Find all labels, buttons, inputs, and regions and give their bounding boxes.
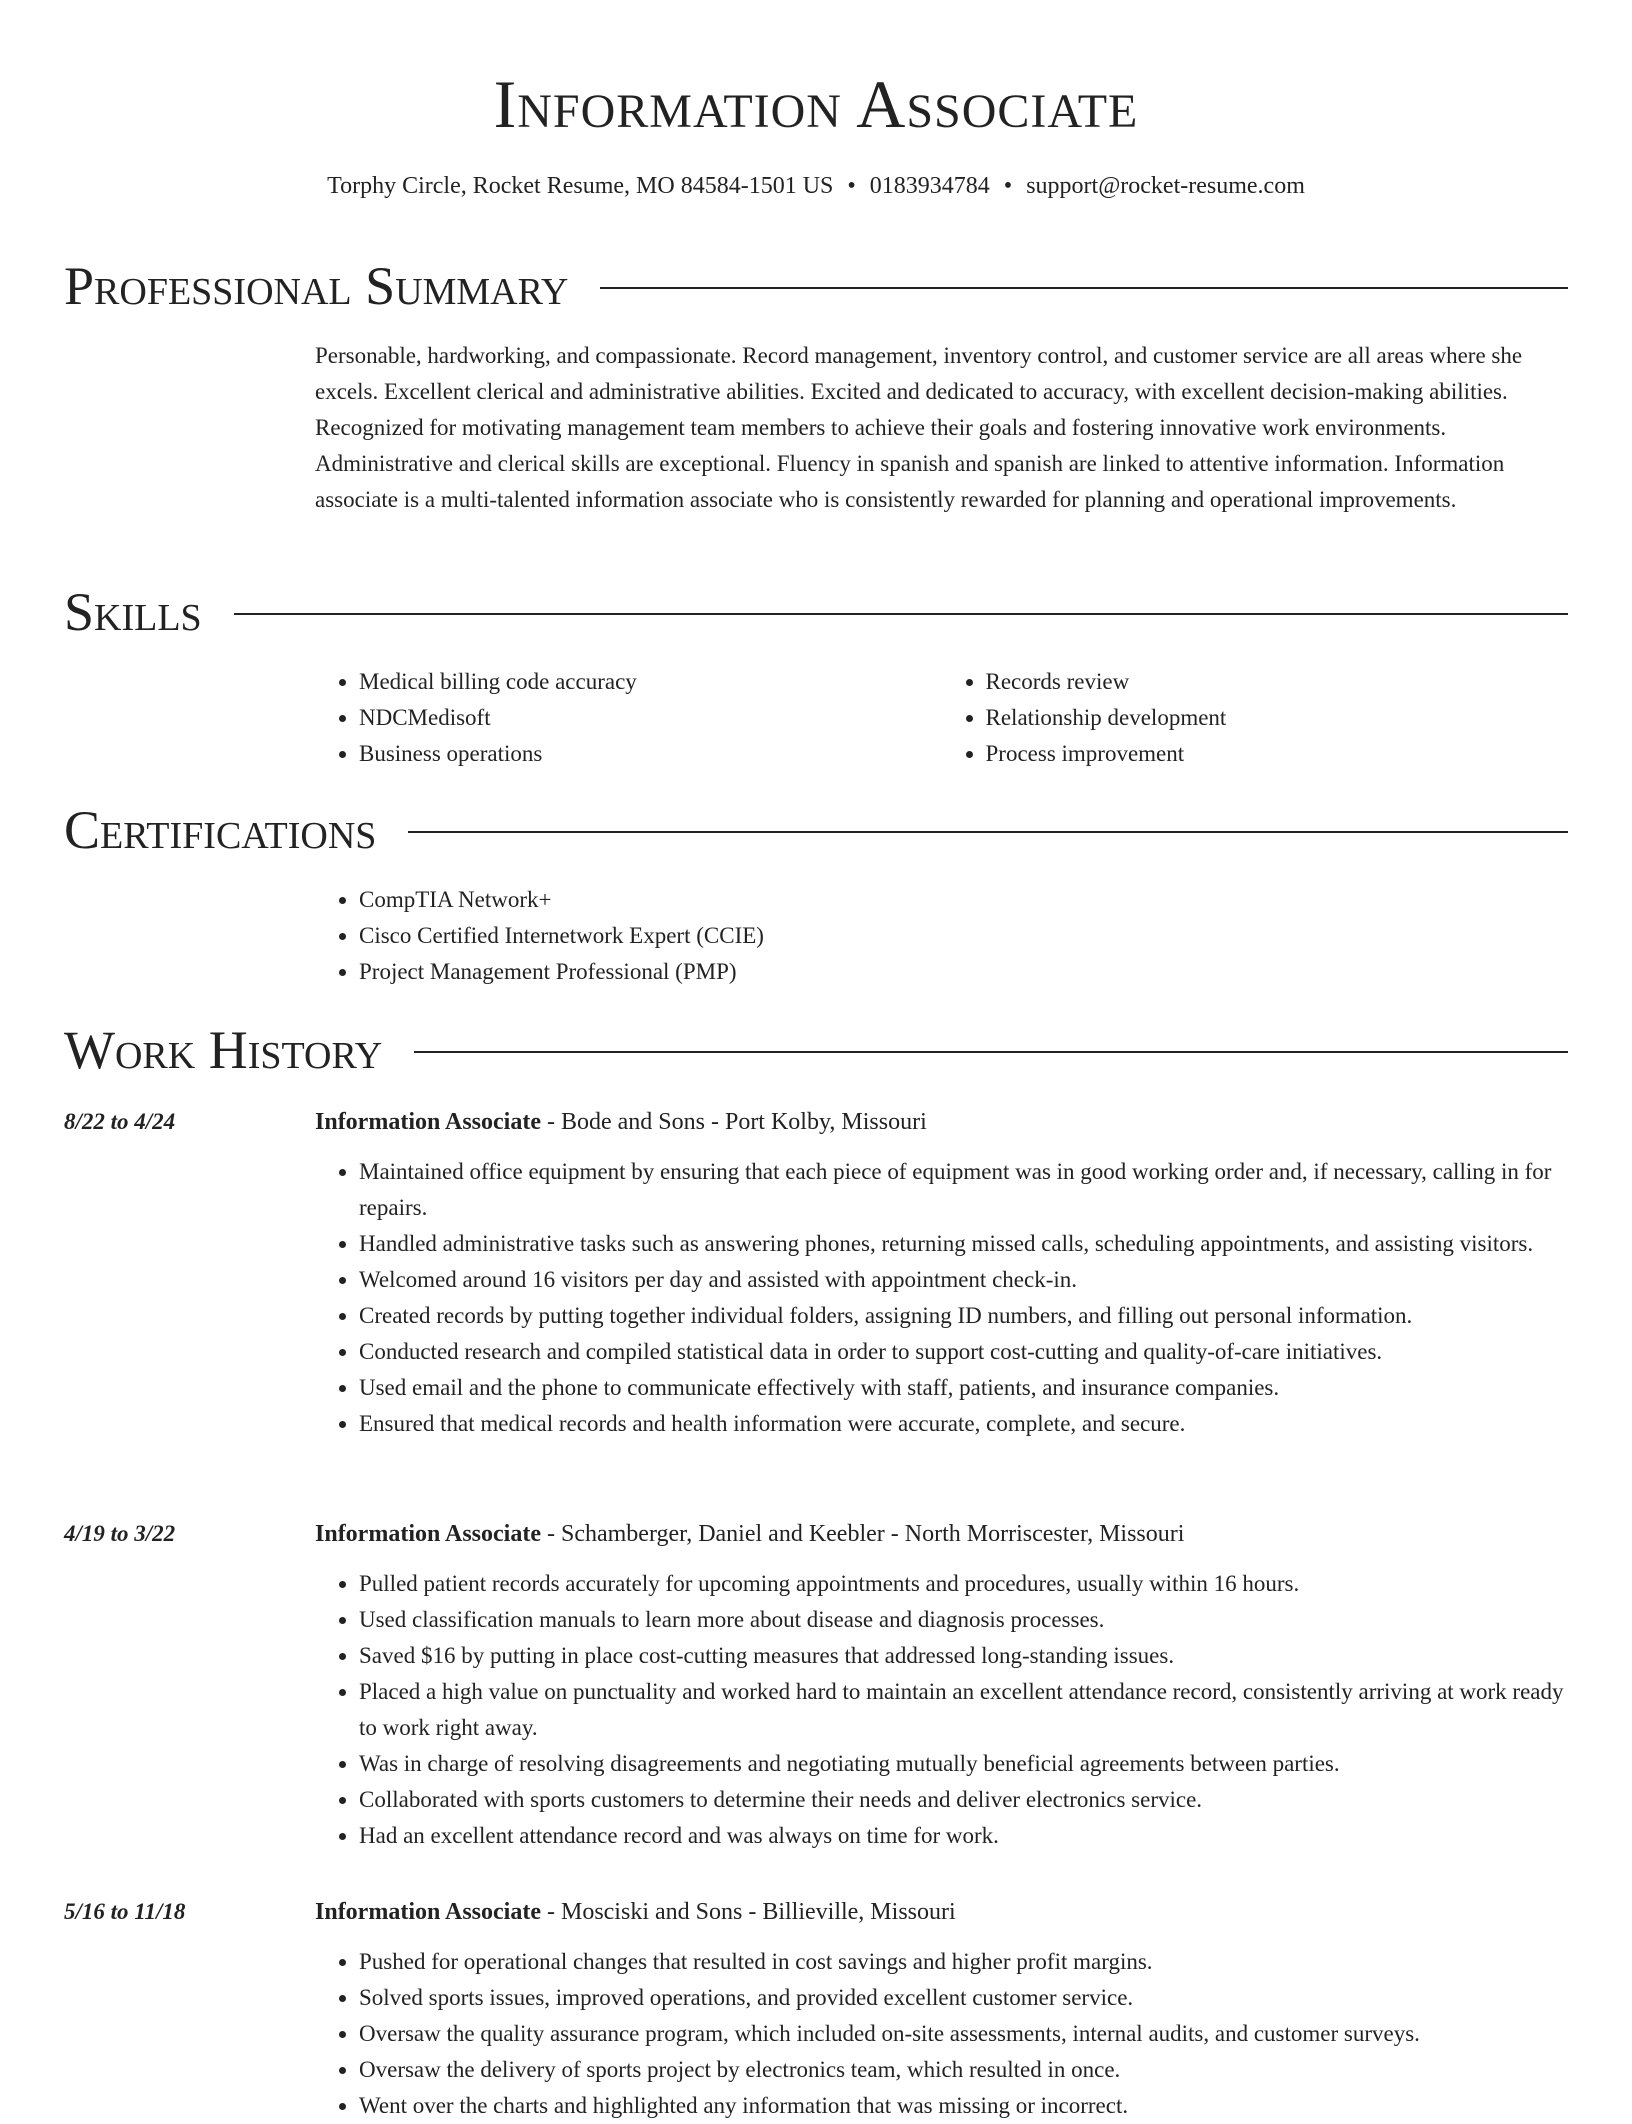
skills-list-left	[315, 664, 942, 772]
work-section-header	[64, 1020, 1568, 1080]
job-bullet: • Placed a high value on punctuality and worked hard to maintain an excellent attendance record, consistently arriving at work ready to work right away.	[359, 1674, 1568, 1746]
job-company: - Mosciski and Sons - Billieville, Missouri	[540, 1899, 956, 1925]
section-divider	[414, 1051, 1568, 1053]
job-bullet: • Handled administrative tasks such as answering phones, returning missed calls, scheduling appointments, and assisting visitors.	[359, 1226, 1568, 1262]
summary-text: Personable, hardworking, and compassionate. Record management, inventory control, and customer service are all areas where she excels. Excellent clerical and administrative abilities. Excited and dedicated to accuracy, with excellent decision-making abilities. Recognized for motivating management team members to achieve their goals and fostering innovative work environments. Administrative and clerical skills are exceptional. Fluency in spanish and spanish are linked to attentive information. Information associate is a multi-talented information associate who is consistently rewarded for planning and operational improvements.	[315, 343, 1523, 512]
resume-page	[64, 0, 1568, 2118]
certification-item: • Cisco Certified Internetwork Expert (CCIE)	[359, 918, 1568, 954]
job-bullet: • Was in charge of resolving disagreements and negotiating mutually beneficial agreements between parties.	[359, 1746, 1568, 1782]
certification-item: • Project Management Professional (PMP)	[359, 954, 1568, 990]
job-bullet: • Used email and the phone to communicate effectively with staff, patients, and insurance companies.	[359, 1370, 1568, 1406]
job-dates: 5/16 to 11/18	[64, 1899, 186, 1924]
job-bullets	[315, 1566, 1568, 1854]
certifications-title: Certifications	[64, 800, 377, 860]
job-dates: 8/22 to 4/24	[64, 1109, 176, 1134]
job-bullet: • Oversaw the quality assurance program, which included on-site assessments, internal audits, and customer surveys.	[359, 2016, 1568, 2052]
contact-line	[64, 170, 1568, 202]
job-bullet: • Went over the charts and highlighted any information that was missing or incorrect.	[359, 2088, 1568, 2124]
certification-item: • CompTIA Network+	[359, 882, 1568, 918]
resume-name: Information Associate	[493, 66, 1139, 142]
contact-separator: •	[1003, 173, 1013, 199]
skill-item: • Business operations	[359, 736, 942, 772]
job-role: Information Associate	[315, 1899, 541, 1925]
skill-item: • Process improvement	[986, 736, 1569, 772]
job-entry	[315, 1894, 1568, 2124]
job-bullet: • Created records by putting together individual folders, assigning ID numbers, and filling out personal information.	[359, 1298, 1568, 1334]
job-company: - Schamberger, Daniel and Keebler - North Morriscester, Missouri	[540, 1521, 1185, 1547]
job-title-line	[315, 1894, 1568, 1930]
job-bullet: • Welcomed around 16 visitors per day and assisted with appointment check-in.	[359, 1262, 1568, 1298]
skills-title: Skills	[64, 582, 202, 642]
job-entry	[315, 1516, 1568, 1854]
job-bullets	[315, 1944, 1568, 2124]
job-bullet: • Collaborated with sports customers to determine their needs and deliver electronics service.	[359, 1782, 1568, 1818]
contact-separator: •	[847, 173, 856, 199]
certifications-list	[315, 882, 1568, 990]
job-bullet: • Maintained office equipment by ensuring that each piece of equipment was in good working order and, if necessary, calling in for repairs.	[359, 1154, 1568, 1226]
job-entry	[315, 1104, 1568, 1442]
contact-phone: 0183934784	[869, 173, 990, 199]
skills-section	[315, 664, 1568, 772]
skill-item: • Records review	[986, 664, 1569, 700]
job-title-line	[315, 1104, 1568, 1140]
summary-title: Professional Summary	[64, 256, 569, 316]
section-divider	[600, 287, 1568, 289]
job-role: Information Associate	[315, 1521, 541, 1547]
skill-item: • Medical billing code accuracy	[359, 664, 942, 700]
contact-address: Torphy Circle, Rocket Resume, MO 84584-1501 US	[327, 173, 834, 199]
job-bullet: • Used classification manuals to learn more about disease and diagnosis processes.	[359, 1602, 1568, 1638]
job-bullet: • Had an excellent attendance record and was always on time for work.	[359, 1818, 1568, 1854]
job-bullet: • Pushed for operational changes that resulted in cost savings and higher profit margins.	[359, 1944, 1568, 1980]
job-bullet: • Conducted research and compiled statistical data in order to support cost-cutting and quality-of-care initiatives.	[359, 1334, 1568, 1370]
job-dates: 4/19 to 3/22	[64, 1521, 176, 1546]
skill-item: • NDCMedisoft	[359, 700, 942, 736]
contact-email[interactable]: support@rocket-resume.com	[1026, 173, 1305, 199]
job-bullet: • Ensured that medical records and health information were accurate, complete, and secure.	[359, 1406, 1568, 1442]
job-role: Information Associate	[315, 1109, 541, 1135]
job-bullets	[315, 1154, 1568, 1442]
job-bullet: • Saved $16 by putting in place cost-cutting measures that addressed long-standing issues.	[359, 1638, 1568, 1674]
job-bullet: • Pulled patient records accurately for upcoming appointments and procedures, usually within 16 hours.	[359, 1566, 1568, 1602]
job-bullet: • Solved sports issues, improved operations, and provided excellent customer service.	[359, 1980, 1568, 2016]
work-title: Work History	[64, 1020, 383, 1080]
skills-section-header	[64, 582, 1568, 642]
job-company: - Bode and Sons - Port Kolby, Missouri	[540, 1109, 927, 1135]
section-divider	[408, 831, 1568, 833]
job-bullet: • Oversaw the delivery of sports project by electronics team, which resulted in once.	[359, 2052, 1568, 2088]
skill-item: • Relationship development	[986, 700, 1569, 736]
certifications-section	[315, 882, 1568, 990]
section-divider	[234, 613, 1568, 615]
certifications-section-header	[64, 800, 1568, 860]
summary-section	[315, 338, 1568, 518]
summary-section-header	[64, 256, 1568, 316]
skills-list-right	[942, 664, 1569, 772]
job-title-line	[315, 1516, 1568, 1552]
